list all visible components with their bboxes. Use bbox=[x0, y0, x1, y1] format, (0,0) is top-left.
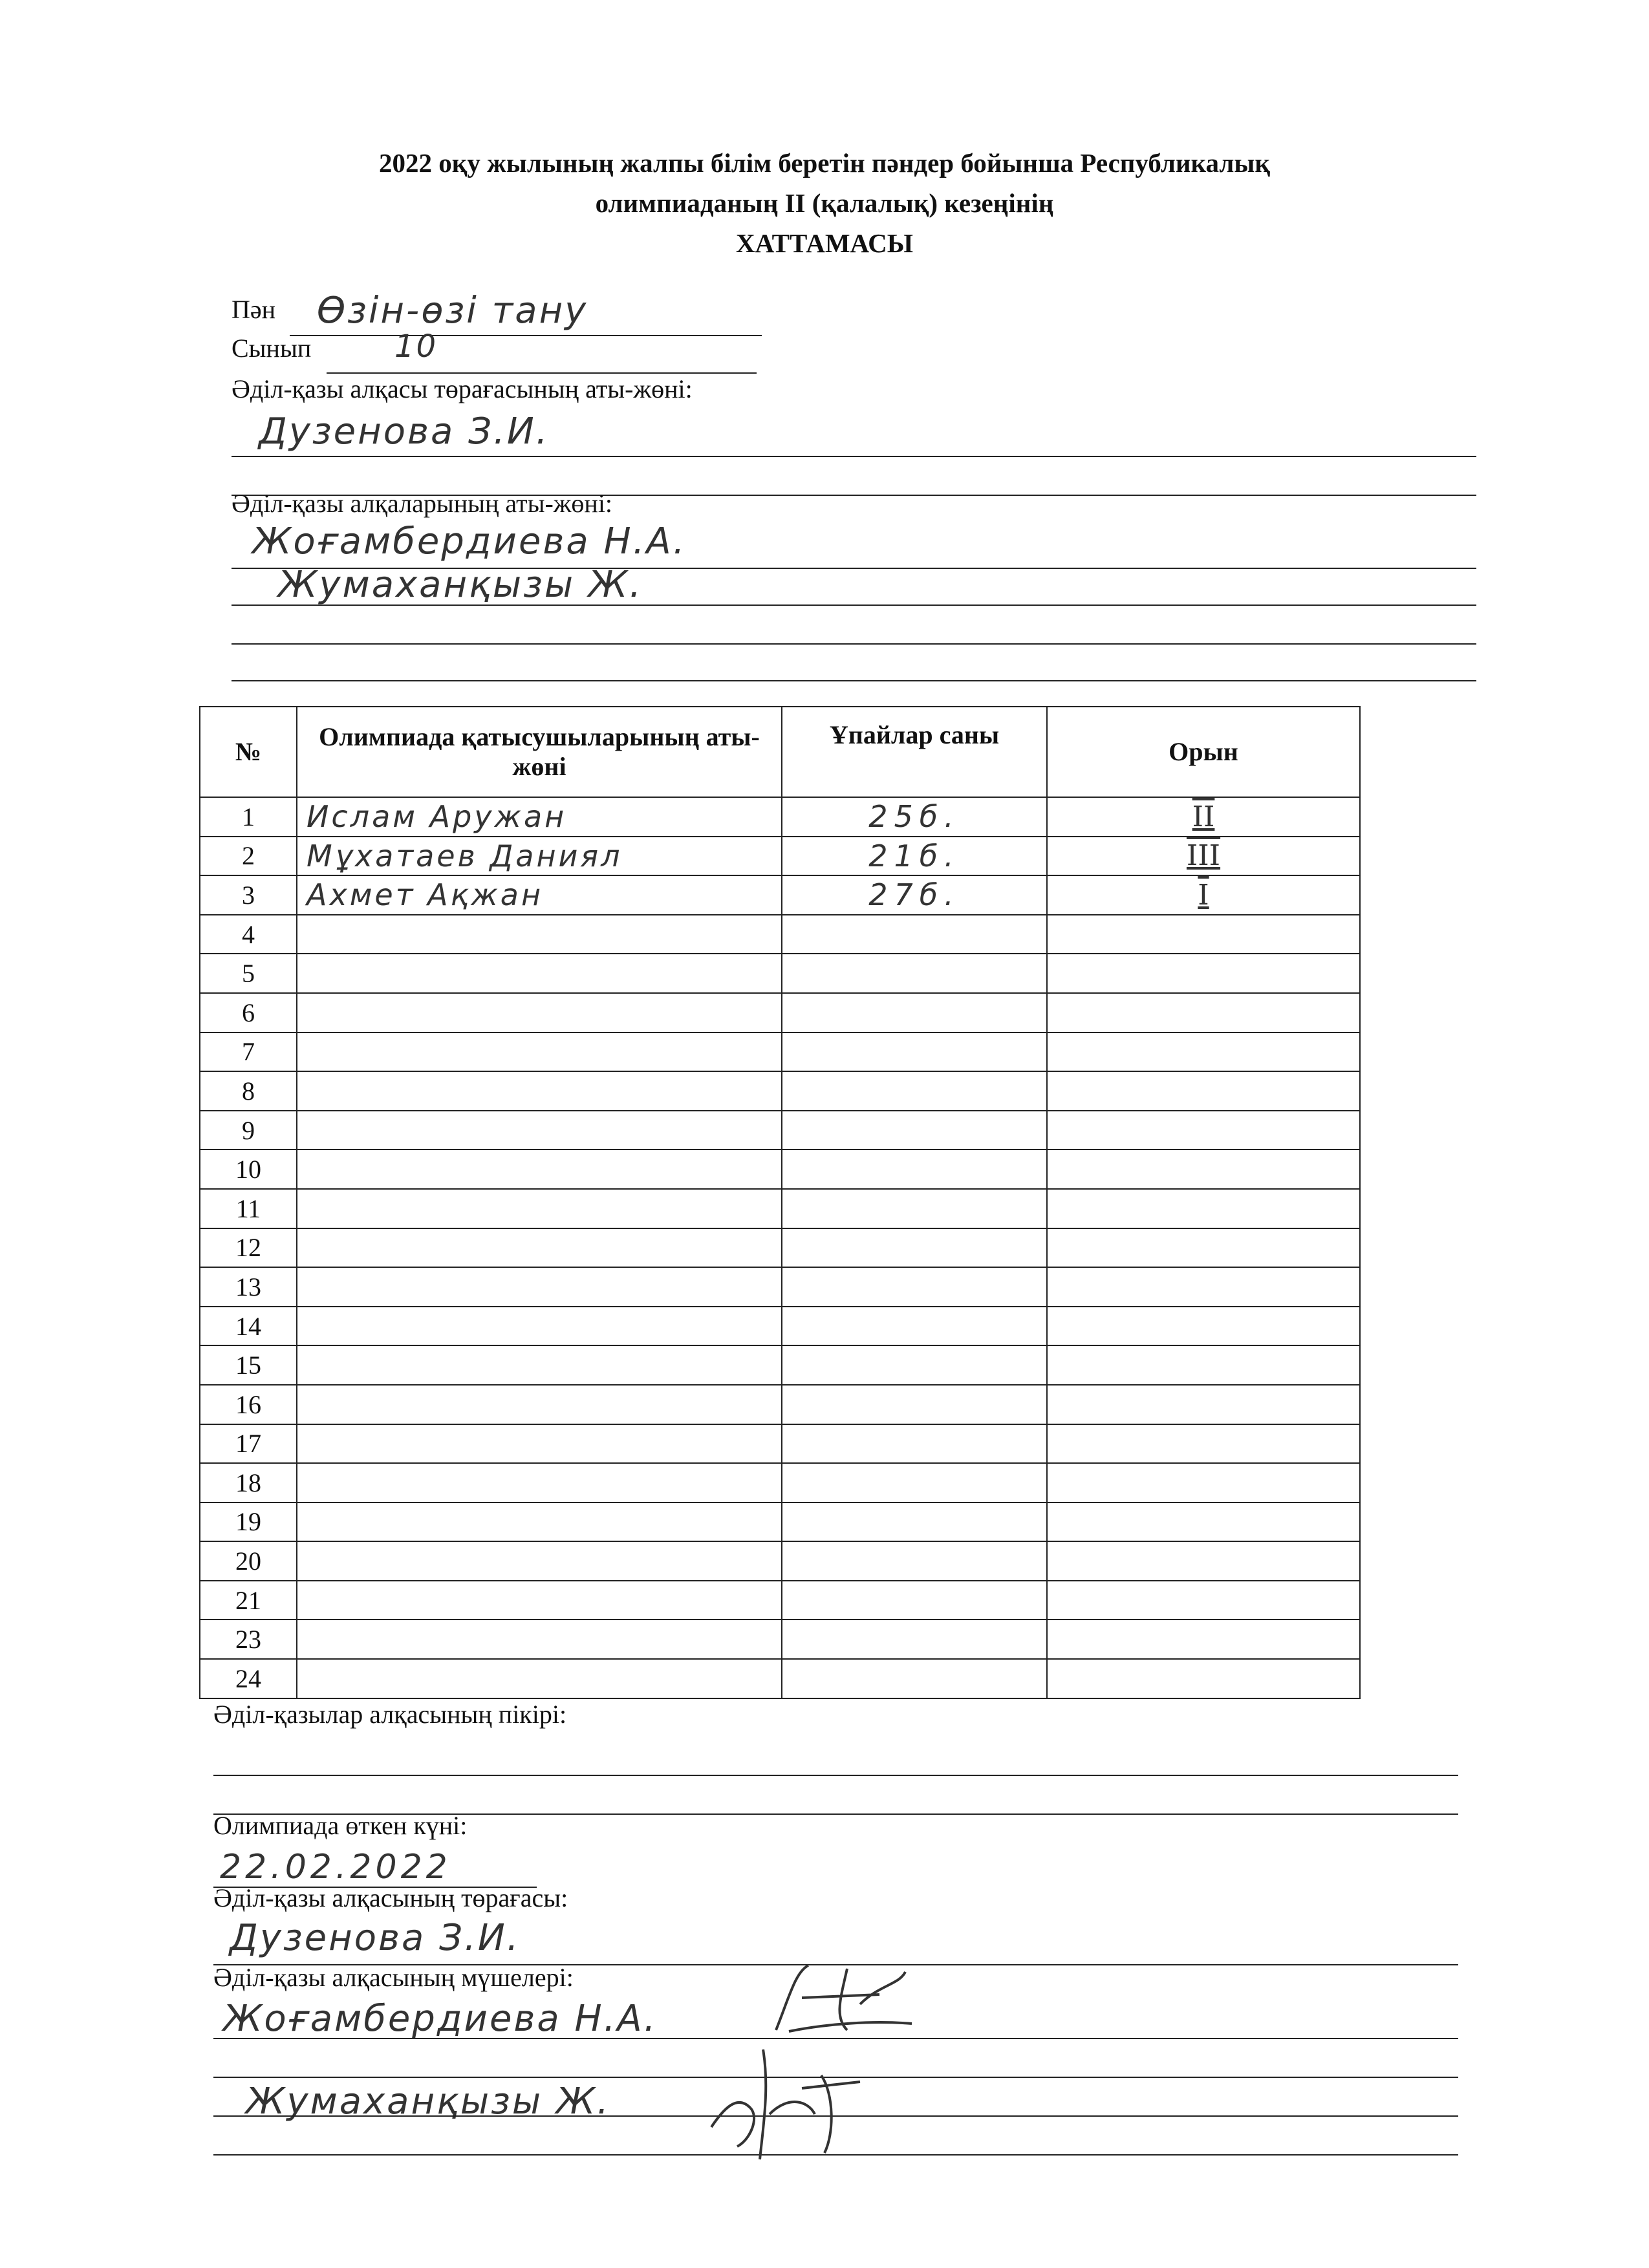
table-row bbox=[200, 1424, 1360, 1464]
points-value bbox=[782, 915, 1047, 954]
row-number: 14 bbox=[200, 1307, 297, 1346]
table-row bbox=[200, 1463, 1360, 1503]
participant-name bbox=[297, 1345, 782, 1385]
points-value bbox=[782, 1424, 1047, 1464]
header-points: Ұпайлар саны bbox=[782, 707, 1047, 797]
table-row bbox=[200, 954, 1360, 993]
chair-value: Дузенова З.И. bbox=[230, 1917, 521, 1959]
place-value bbox=[1047, 1071, 1360, 1111]
chair-label: Әділ-қазы алқасының төрағасы: bbox=[213, 1883, 568, 1912]
table-row bbox=[200, 1581, 1360, 1620]
place-value bbox=[1047, 1581, 1360, 1620]
table-row bbox=[200, 1150, 1360, 1189]
row-number: 4 bbox=[200, 915, 297, 954]
date-label: Олимпиада өткен күні: bbox=[213, 1811, 468, 1840]
place-value bbox=[1047, 1307, 1360, 1346]
participant-name bbox=[297, 1032, 782, 1072]
row-number: 15 bbox=[200, 1345, 297, 1385]
row-number: 3 bbox=[200, 875, 297, 915]
points-value bbox=[782, 1111, 1047, 1150]
members-label: Әділ-қазы алқасының мүшелері: bbox=[213, 1963, 574, 1992]
place-value bbox=[1047, 1345, 1360, 1385]
subject-label: Пән bbox=[232, 295, 276, 324]
place-value bbox=[1047, 954, 1360, 993]
row-number: 13 bbox=[200, 1267, 297, 1307]
member-2-signature bbox=[698, 2037, 867, 2166]
jury-member-1-value: Жоғамбердиева Н.А. bbox=[252, 520, 687, 562]
member-2-value: Жумаханқызы Ж. bbox=[246, 2081, 611, 2123]
points-value bbox=[782, 1228, 1047, 1268]
subject-line bbox=[290, 335, 762, 336]
participant-name bbox=[297, 1307, 782, 1346]
place-value bbox=[1047, 1032, 1360, 1072]
participant-name bbox=[297, 1189, 782, 1228]
participant-name bbox=[297, 1150, 782, 1189]
opinion-label: Әділ-қазылар алқасының пікірі: bbox=[213, 1700, 567, 1729]
jury-chair-value: Дузенова З.И. bbox=[259, 411, 550, 453]
row-number: 8 bbox=[200, 1071, 297, 1111]
table-row bbox=[200, 915, 1360, 954]
document-title-line-2: олимпиаданың II (қалалық) кезеңінің bbox=[595, 188, 1054, 218]
row-number: 16 bbox=[200, 1385, 297, 1424]
participant-name: Мұхатаев Даниял bbox=[297, 837, 782, 876]
participant-name bbox=[297, 1071, 782, 1111]
points-value bbox=[782, 1150, 1047, 1189]
member-1-signature bbox=[750, 1959, 918, 2043]
place-value bbox=[1047, 1189, 1360, 1228]
table-header-row bbox=[200, 707, 1360, 797]
row-number: 18 bbox=[200, 1463, 297, 1503]
row-number: 1 bbox=[200, 797, 297, 837]
header-place: Орын bbox=[1047, 707, 1360, 797]
participant-name bbox=[297, 1111, 782, 1150]
table-row bbox=[200, 993, 1360, 1032]
row-number: 6 bbox=[200, 993, 297, 1032]
participant-name bbox=[297, 1503, 782, 1542]
points-value bbox=[782, 1385, 1047, 1424]
jury-member-2-value: Жумаханқызы Ж. bbox=[278, 564, 643, 606]
row-number: 21 bbox=[200, 1581, 297, 1620]
row-number: 5 bbox=[200, 954, 297, 993]
participant-name bbox=[297, 993, 782, 1032]
table-row bbox=[200, 1307, 1360, 1346]
table-row bbox=[200, 1111, 1360, 1150]
opinion-line-1 bbox=[213, 1775, 1458, 1776]
document-title-line-3: ХАТТАМАСЫ bbox=[735, 228, 913, 258]
table-row bbox=[200, 1345, 1360, 1385]
points-value bbox=[782, 1620, 1047, 1659]
points-value bbox=[782, 1541, 1047, 1581]
place-value bbox=[1047, 1463, 1360, 1503]
table-row bbox=[200, 1267, 1360, 1307]
jury-chair-label: Әділ-қазы алқасы төрағасының аты-жөні: bbox=[232, 374, 693, 403]
place-value bbox=[1047, 1424, 1360, 1464]
place-value bbox=[1047, 1541, 1360, 1581]
row-number: 12 bbox=[200, 1228, 297, 1268]
table-row bbox=[200, 797, 1360, 837]
points-value bbox=[782, 1463, 1047, 1503]
row-number: 20 bbox=[200, 1541, 297, 1581]
date-value: 22.02.2022 bbox=[220, 1848, 451, 1887]
results-table bbox=[199, 706, 1361, 1699]
points-value bbox=[782, 1659, 1047, 1698]
document-title-line-1: 2022 оқу жылының жалпы білім беретін пәндер бойынша Республикалық bbox=[379, 148, 1270, 178]
points-value bbox=[782, 1071, 1047, 1111]
subject-value: Өзін-өзі тану bbox=[317, 290, 588, 332]
points-value bbox=[782, 1189, 1047, 1228]
row-number: 19 bbox=[200, 1503, 297, 1542]
participant-name bbox=[297, 1581, 782, 1620]
row-number: 10 bbox=[200, 1150, 297, 1189]
table-row bbox=[200, 1032, 1360, 1072]
table-row bbox=[200, 1228, 1360, 1268]
place-value bbox=[1047, 1503, 1360, 1542]
table-row bbox=[200, 875, 1360, 915]
grade-label: Сынып bbox=[232, 334, 312, 363]
table-row bbox=[200, 1620, 1360, 1659]
points-value bbox=[782, 993, 1047, 1032]
points-value bbox=[782, 1581, 1047, 1620]
jury-members-line-2 bbox=[232, 604, 1476, 606]
table-row bbox=[200, 1541, 1360, 1581]
grade-value: 10 bbox=[394, 328, 438, 365]
points-value bbox=[782, 1307, 1047, 1346]
points-value: 27б. bbox=[782, 875, 1047, 915]
header-name: Олимпиада қатысушыларының аты-жөні bbox=[297, 707, 782, 797]
jury-members-label: Әділ-қазы алқаларының аты-жөні: bbox=[232, 489, 613, 518]
participant-name bbox=[297, 1620, 782, 1659]
row-number: 7 bbox=[200, 1032, 297, 1072]
place-value bbox=[1047, 1150, 1360, 1189]
table-body bbox=[200, 797, 1360, 1698]
participant-name bbox=[297, 954, 782, 993]
participant-name: Ахмет Ақжан bbox=[297, 875, 782, 915]
table-row bbox=[200, 1659, 1360, 1698]
row-number: 17 bbox=[200, 1424, 297, 1464]
participant-name bbox=[297, 1385, 782, 1424]
table-row bbox=[200, 837, 1360, 876]
table-row bbox=[200, 1071, 1360, 1111]
row-number: 2 bbox=[200, 837, 297, 876]
jury-chair-line-1 bbox=[232, 456, 1476, 457]
place-value: III bbox=[1047, 837, 1360, 876]
row-number: 24 bbox=[200, 1659, 297, 1698]
participant-name: Ислам Аружан bbox=[297, 797, 782, 837]
table-row bbox=[200, 1189, 1360, 1228]
points-value: 21б. bbox=[782, 837, 1047, 876]
participant-name bbox=[297, 1541, 782, 1581]
place-value bbox=[1047, 1659, 1360, 1698]
participant-name bbox=[297, 1424, 782, 1464]
table-row bbox=[200, 1385, 1360, 1424]
participant-name bbox=[297, 1267, 782, 1307]
participant-name bbox=[297, 915, 782, 954]
points-value bbox=[782, 1345, 1047, 1385]
points-value bbox=[782, 1267, 1047, 1307]
points-value bbox=[782, 1032, 1047, 1072]
row-number: 11 bbox=[200, 1189, 297, 1228]
place-value bbox=[1047, 1620, 1360, 1659]
place-value bbox=[1047, 915, 1360, 954]
header-no: № bbox=[200, 707, 297, 797]
row-number: 9 bbox=[200, 1111, 297, 1150]
place-value bbox=[1047, 993, 1360, 1032]
place-value bbox=[1047, 1267, 1360, 1307]
points-value bbox=[782, 954, 1047, 993]
participant-name bbox=[297, 1659, 782, 1698]
points-value bbox=[782, 1503, 1047, 1542]
points-value: 25б. bbox=[782, 797, 1047, 837]
participant-name bbox=[297, 1228, 782, 1268]
jury-members-line-4 bbox=[232, 680, 1476, 681]
place-value bbox=[1047, 1111, 1360, 1150]
jury-members-line-3 bbox=[232, 643, 1476, 645]
table-row bbox=[200, 1503, 1360, 1542]
place-value: I bbox=[1047, 875, 1360, 915]
place-value: II bbox=[1047, 797, 1360, 837]
row-number: 23 bbox=[200, 1620, 297, 1659]
participant-name bbox=[297, 1463, 782, 1503]
place-value bbox=[1047, 1228, 1360, 1268]
member-1-value: Жоғамбердиева Н.А. bbox=[223, 1998, 658, 2040]
place-value bbox=[1047, 1385, 1360, 1424]
